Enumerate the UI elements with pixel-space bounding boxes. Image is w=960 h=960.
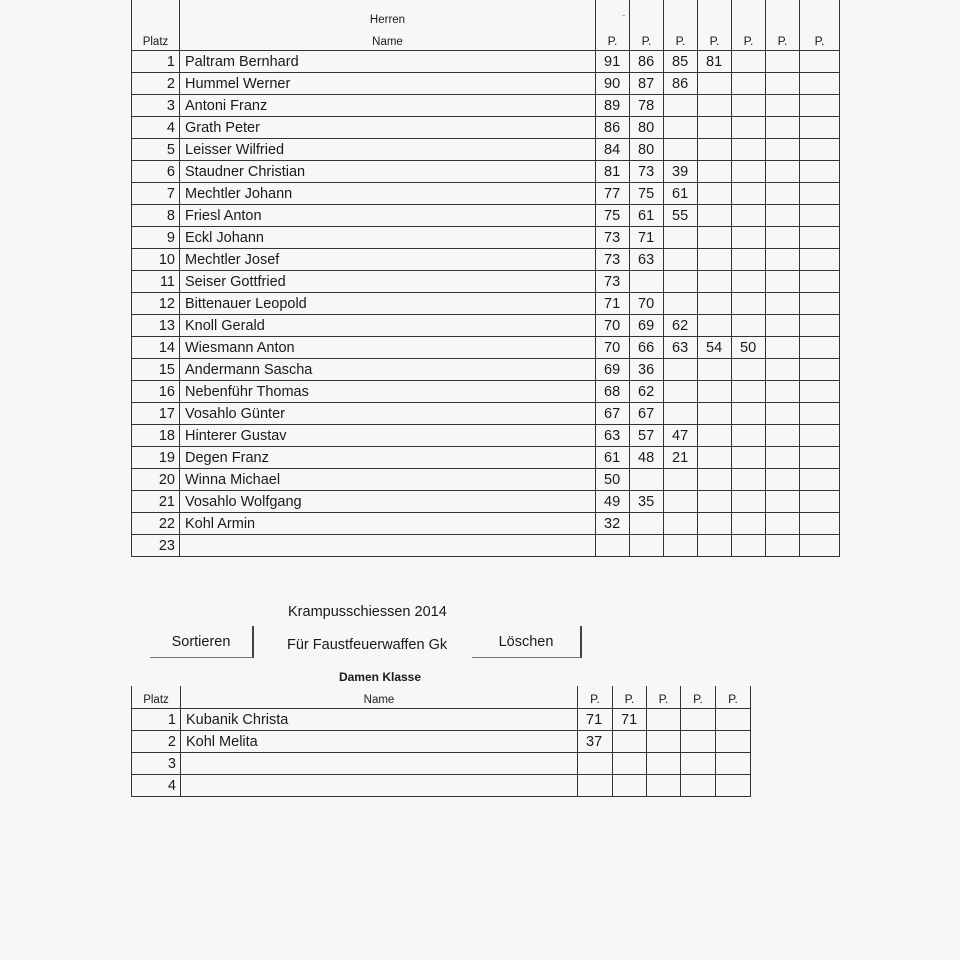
score-cell <box>766 51 800 73</box>
score-cell <box>664 95 698 117</box>
score-cell: 71 <box>630 227 664 249</box>
name-cell: Degen Franz <box>180 447 596 469</box>
score-header: P. <box>664 0 698 51</box>
score-cell <box>732 117 766 139</box>
score-cell <box>800 205 840 227</box>
platz-cell: 1 <box>132 709 181 731</box>
score-cell <box>732 139 766 161</box>
score-cell: 87 <box>630 73 664 95</box>
score-cell: 70 <box>596 337 630 359</box>
platz-cell: 14 <box>132 337 180 359</box>
score-cell <box>664 293 698 315</box>
name-cell: Vosahlo Günter <box>180 403 596 425</box>
table-row <box>132 161 840 183</box>
score-cell <box>647 731 681 753</box>
score-header: P. <box>578 686 613 709</box>
table-row <box>132 51 840 73</box>
score-cell <box>664 227 698 249</box>
score-cell: 37 <box>578 731 613 753</box>
score-cell: 86 <box>630 51 664 73</box>
name-header: Name <box>181 686 578 709</box>
score-cell: 21 <box>664 447 698 469</box>
score-cell <box>578 775 613 797</box>
score-cell: 63 <box>664 337 698 359</box>
score-cell <box>716 775 751 797</box>
table-row <box>132 139 840 161</box>
platz-cell: 22 <box>132 513 180 535</box>
score-cell: 73 <box>630 161 664 183</box>
score-cell: 67 <box>630 403 664 425</box>
score-cell <box>698 491 732 513</box>
score-cell: 80 <box>630 139 664 161</box>
platz-cell: 3 <box>132 753 181 775</box>
damen-table <box>131 686 751 797</box>
score-cell <box>800 293 840 315</box>
score-cell <box>766 491 800 513</box>
score-cell: 62 <box>630 381 664 403</box>
score-cell: 48 <box>630 447 664 469</box>
score-cell <box>698 293 732 315</box>
score-cell <box>766 249 800 271</box>
platz-header: Platz <box>132 686 181 709</box>
name-cell <box>180 535 596 557</box>
score-cell: 75 <box>596 205 630 227</box>
score-cell <box>732 447 766 469</box>
score-cell <box>716 731 751 753</box>
name-cell: Hinterer Gustav <box>180 425 596 447</box>
table-row <box>132 73 840 95</box>
name-cell: Grath Peter <box>180 117 596 139</box>
score-cell <box>698 139 732 161</box>
score-header: P. <box>766 0 800 51</box>
score-cell <box>664 491 698 513</box>
score-cell <box>578 753 613 775</box>
score-cell <box>800 381 840 403</box>
score-cell: 71 <box>613 709 647 731</box>
score-cell <box>800 271 840 293</box>
score-cell <box>681 775 716 797</box>
name-cell: Bittenauer Leopold <box>180 293 596 315</box>
score-cell: 71 <box>596 293 630 315</box>
platz-cell: 7 <box>132 183 180 205</box>
score-cell <box>800 73 840 95</box>
name-cell: Leisser Wilfried <box>180 139 596 161</box>
score-cell <box>664 381 698 403</box>
event-subtitle: Für Faustfeuerwaffen Gk <box>287 637 448 653</box>
score-cell: 55 <box>664 205 698 227</box>
name-cell: Paltram Bernhard <box>180 51 596 73</box>
score-cell <box>732 359 766 381</box>
score-header: P. <box>681 686 716 709</box>
score-cell <box>716 753 751 775</box>
score-cell: 57 <box>630 425 664 447</box>
platz-cell: 13 <box>132 315 180 337</box>
score-cell <box>613 775 647 797</box>
name-cell: Mechtler Johann <box>180 183 596 205</box>
score-cell <box>800 491 840 513</box>
name-cell: Kubanik Christa <box>181 709 578 731</box>
score-cell <box>630 469 664 491</box>
score-header: P. <box>613 686 647 709</box>
platz-cell: 16 <box>132 381 180 403</box>
score-cell <box>800 535 840 557</box>
name-cell: Vosahlo Wolfgang <box>180 491 596 513</box>
score-cell <box>732 491 766 513</box>
score-cell <box>630 513 664 535</box>
score-cell <box>732 161 766 183</box>
score-cell <box>732 51 766 73</box>
score-cell <box>800 403 840 425</box>
score-cell <box>664 513 698 535</box>
score-cell <box>766 359 800 381</box>
platz-cell: 11 <box>132 271 180 293</box>
score-cell <box>732 535 766 557</box>
score-cell: 73 <box>596 249 630 271</box>
event-title: Krampusschiessen 2014 <box>288 604 447 620</box>
score-header: P. <box>732 0 766 51</box>
score-cell <box>647 709 681 731</box>
score-cell <box>766 205 800 227</box>
score-cell <box>766 403 800 425</box>
score-cell: 73 <box>596 271 630 293</box>
score-cell <box>698 161 732 183</box>
table-row <box>132 491 840 513</box>
score-cell <box>664 359 698 381</box>
score-cell <box>698 73 732 95</box>
table-row <box>132 731 751 753</box>
score-cell <box>698 271 732 293</box>
score-cell <box>766 73 800 95</box>
score-cell: 91 <box>596 51 630 73</box>
table-row <box>132 315 840 337</box>
score-cell: 32 <box>596 513 630 535</box>
score-cell <box>800 227 840 249</box>
platz-cell: 23 <box>132 535 180 557</box>
score-cell <box>732 403 766 425</box>
table-row <box>132 709 751 731</box>
table-row <box>132 381 840 403</box>
score-cell <box>800 425 840 447</box>
score-cell <box>698 183 732 205</box>
score-cell <box>732 425 766 447</box>
score-cell: 77 <box>596 183 630 205</box>
score-cell <box>664 271 698 293</box>
score-cell <box>766 271 800 293</box>
score-cell <box>800 469 840 491</box>
herren-header-row <box>132 0 840 51</box>
score-cell: 90 <box>596 73 630 95</box>
score-cell <box>698 205 732 227</box>
score-header: P. <box>716 686 751 709</box>
platz-cell: 15 <box>132 359 180 381</box>
platz-cell: 5 <box>132 139 180 161</box>
table-row <box>132 95 840 117</box>
score-cell <box>800 117 840 139</box>
score-cell: 63 <box>596 425 630 447</box>
damen-title: Damen Klasse <box>338 670 422 684</box>
score-header: P. <box>630 0 664 51</box>
score-cell: 36 <box>630 359 664 381</box>
platz-header: Platz <box>132 0 180 51</box>
score-cell <box>766 315 800 337</box>
table-row <box>132 513 840 535</box>
name-cell: Knoll Gerald <box>180 315 596 337</box>
score-cell <box>698 315 732 337</box>
score-cell <box>800 513 840 535</box>
platz-cell: 4 <box>132 775 181 797</box>
score-cell <box>766 337 800 359</box>
score-cell <box>732 315 766 337</box>
score-cell: 85 <box>664 51 698 73</box>
score-cell <box>766 95 800 117</box>
score-cell: 69 <box>596 359 630 381</box>
score-cell <box>766 183 800 205</box>
score-cell <box>664 469 698 491</box>
table-row <box>132 403 840 425</box>
score-cell <box>800 447 840 469</box>
score-cell: 35 <box>630 491 664 513</box>
score-cell <box>698 359 732 381</box>
platz-cell: 10 <box>132 249 180 271</box>
score-cell <box>766 381 800 403</box>
platz-cell: 20 <box>132 469 180 491</box>
score-cell: 89 <box>596 95 630 117</box>
score-cell: 68 <box>596 381 630 403</box>
table-row <box>132 227 840 249</box>
score-cell: 50 <box>596 469 630 491</box>
table-row <box>132 271 840 293</box>
score-cell <box>664 403 698 425</box>
score-cell: 73 <box>596 227 630 249</box>
score-header: P. <box>647 686 681 709</box>
table-row <box>132 337 840 359</box>
name-cell: Friesl Anton <box>180 205 596 227</box>
score-cell <box>732 513 766 535</box>
score-cell <box>630 271 664 293</box>
herren-title: Herren <box>369 14 406 26</box>
score-cell <box>800 139 840 161</box>
name-cell: Mechtler Josef <box>180 249 596 271</box>
score-cell: 61 <box>596 447 630 469</box>
delete-button[interactable]: Löschen <box>472 626 582 658</box>
score-cell <box>766 117 800 139</box>
herren-table <box>131 0 840 557</box>
score-cell <box>732 293 766 315</box>
score-cell <box>698 403 732 425</box>
platz-cell: 6 <box>132 161 180 183</box>
score-header: P. <box>596 0 630 51</box>
score-cell <box>732 227 766 249</box>
platz-cell: 21 <box>132 491 180 513</box>
table-row <box>132 359 840 381</box>
sort-button[interactable]: Sortieren <box>150 626 254 658</box>
table-row <box>132 469 840 491</box>
score-cell: 70 <box>630 293 664 315</box>
damen-header-row <box>132 686 751 709</box>
name-header <box>180 0 596 51</box>
score-cell <box>698 381 732 403</box>
score-cell <box>732 73 766 95</box>
score-cell <box>698 249 732 271</box>
name-cell <box>181 775 578 797</box>
score-cell: 47 <box>664 425 698 447</box>
score-cell: 69 <box>630 315 664 337</box>
score-cell: 81 <box>698 51 732 73</box>
score-cell <box>766 293 800 315</box>
score-cell <box>613 753 647 775</box>
score-cell <box>732 183 766 205</box>
score-cell <box>732 271 766 293</box>
score-cell <box>800 337 840 359</box>
score-cell <box>664 249 698 271</box>
score-cell <box>647 753 681 775</box>
score-cell: 86 <box>596 117 630 139</box>
score-cell <box>647 775 681 797</box>
score-cell: 61 <box>630 205 664 227</box>
score-cell <box>732 205 766 227</box>
score-cell <box>698 425 732 447</box>
score-cell: 67 <box>596 403 630 425</box>
score-cell <box>681 731 716 753</box>
score-cell <box>732 249 766 271</box>
name-cell: Wiesmann Anton <box>180 337 596 359</box>
score-cell <box>800 359 840 381</box>
score-cell <box>681 709 716 731</box>
name-cell: Winna Michael <box>180 469 596 491</box>
name-header-label: Name <box>372 36 403 48</box>
score-cell <box>732 381 766 403</box>
name-cell: Kohl Armin <box>180 513 596 535</box>
name-cell: Kohl Melita <box>181 731 578 753</box>
score-cell <box>698 535 732 557</box>
table-row <box>132 447 840 469</box>
score-cell: 62 <box>664 315 698 337</box>
score-cell: 66 <box>630 337 664 359</box>
table-row <box>132 535 840 557</box>
score-cell <box>613 731 647 753</box>
score-cell <box>800 249 840 271</box>
score-cell <box>716 709 751 731</box>
score-cell: 86 <box>664 73 698 95</box>
score-cell: 81 <box>596 161 630 183</box>
platz-cell: 8 <box>132 205 180 227</box>
platz-cell: 9 <box>132 227 180 249</box>
score-cell <box>664 535 698 557</box>
score-cell: 84 <box>596 139 630 161</box>
table-row <box>132 249 840 271</box>
score-cell <box>698 469 732 491</box>
platz-cell: 3 <box>132 95 180 117</box>
table-row <box>132 425 840 447</box>
score-cell <box>698 227 732 249</box>
platz-cell: 19 <box>132 447 180 469</box>
name-cell: Eckl Johann <box>180 227 596 249</box>
score-cell <box>766 161 800 183</box>
score-cell <box>698 117 732 139</box>
platz-cell: 17 <box>132 403 180 425</box>
score-cell <box>766 425 800 447</box>
scan-mark: ˉ <box>622 14 626 25</box>
score-cell <box>681 753 716 775</box>
score-cell <box>732 95 766 117</box>
platz-cell: 12 <box>132 293 180 315</box>
score-cell <box>766 535 800 557</box>
score-cell <box>664 139 698 161</box>
score-cell <box>800 51 840 73</box>
score-cell: 80 <box>630 117 664 139</box>
name-cell <box>181 753 578 775</box>
table-row <box>132 205 840 227</box>
score-cell: 71 <box>578 709 613 731</box>
name-cell: Hummel Werner <box>180 73 596 95</box>
platz-cell: 4 <box>132 117 180 139</box>
name-cell: Staudner Christian <box>180 161 596 183</box>
score-cell <box>732 469 766 491</box>
name-cell: Nebenführ Thomas <box>180 381 596 403</box>
score-cell: 50 <box>732 337 766 359</box>
score-cell <box>698 447 732 469</box>
table-row <box>132 293 840 315</box>
score-cell <box>766 447 800 469</box>
score-cell <box>766 227 800 249</box>
name-cell: Andermann Sascha <box>180 359 596 381</box>
score-cell: 63 <box>630 249 664 271</box>
table-row <box>132 775 751 797</box>
score-cell <box>596 535 630 557</box>
table-row <box>132 183 840 205</box>
score-cell <box>766 139 800 161</box>
score-cell <box>664 117 698 139</box>
score-cell <box>800 183 840 205</box>
name-cell: Antoni Franz <box>180 95 596 117</box>
score-cell <box>766 469 800 491</box>
score-cell: 61 <box>664 183 698 205</box>
table-row <box>132 753 751 775</box>
score-header: P. <box>800 0 840 51</box>
score-cell <box>800 95 840 117</box>
score-cell: 70 <box>596 315 630 337</box>
score-cell <box>800 315 840 337</box>
score-cell: 78 <box>630 95 664 117</box>
score-cell: 75 <box>630 183 664 205</box>
name-cell: Seiser Gottfried <box>180 271 596 293</box>
platz-cell: 2 <box>132 731 181 753</box>
score-cell: 54 <box>698 337 732 359</box>
score-cell: 49 <box>596 491 630 513</box>
score-cell <box>698 513 732 535</box>
score-cell: 39 <box>664 161 698 183</box>
score-cell <box>630 535 664 557</box>
score-cell <box>698 95 732 117</box>
platz-cell: 2 <box>132 73 180 95</box>
score-cell <box>800 161 840 183</box>
platz-cell: 18 <box>132 425 180 447</box>
table-row <box>132 117 840 139</box>
score-header: P. <box>698 0 732 51</box>
score-cell <box>766 513 800 535</box>
platz-cell: 1 <box>132 51 180 73</box>
